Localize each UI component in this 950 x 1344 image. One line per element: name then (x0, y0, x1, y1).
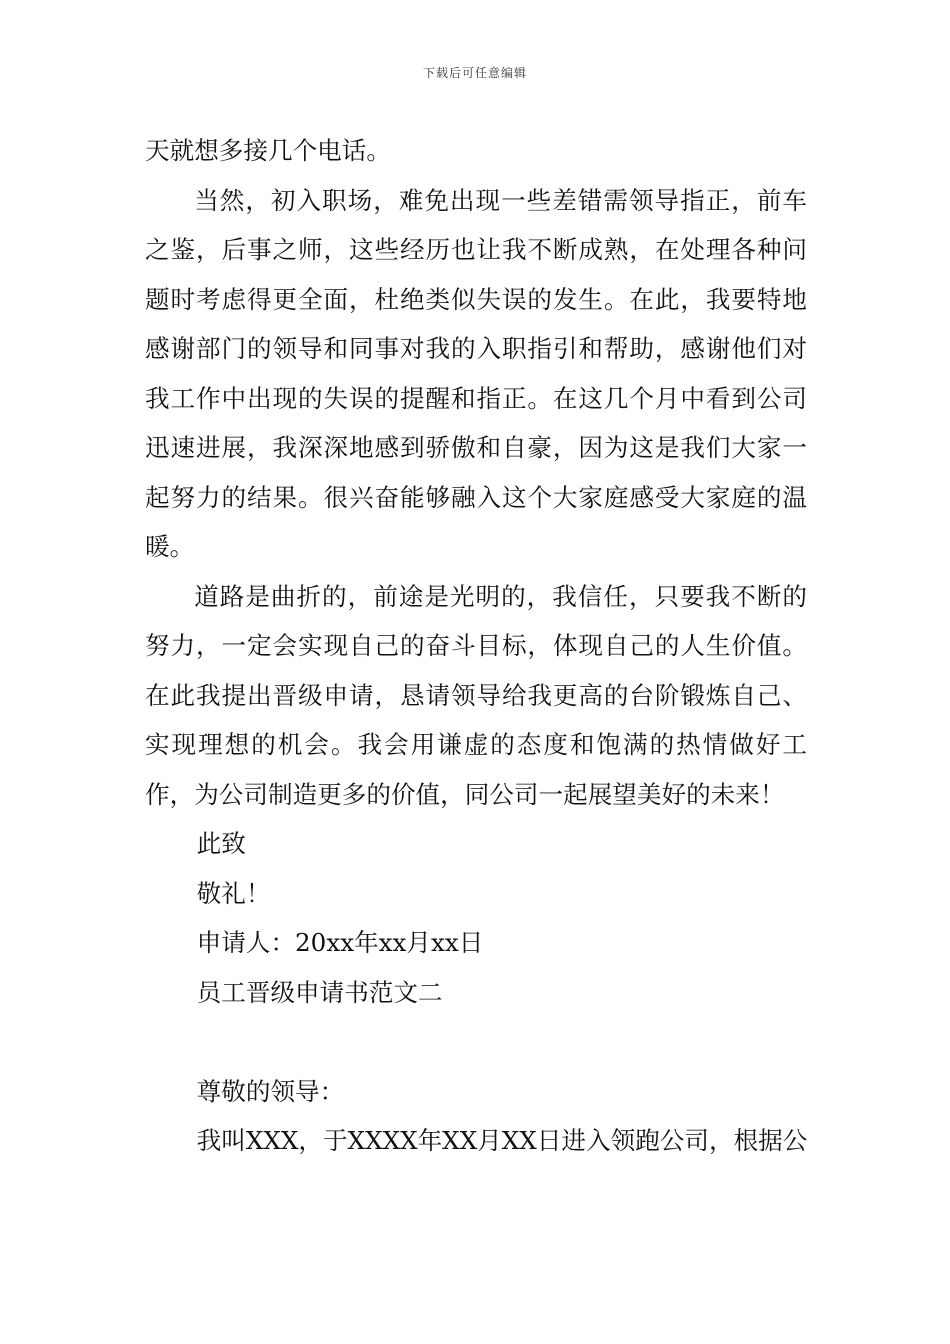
salute-phrase: 敬礼！ (196, 878, 271, 908)
paragraph-continuation: 天就想多接几个电话。 (145, 136, 391, 165)
paragraph-promotion-request: 道路是曲折的，前途是光明的，我信任，只要我不断的努力，一定会实现自己的奋斗目标，体现自己的人生价值。在此我提出晋级申请，恳请领导给我更高的台阶锻炼自己、实现理想的机会。我会用谦虚的态度和饱满的热情做好工作，为公司制造更多的价值，同公司一起展望美好的未来！ (145, 581, 807, 809)
page-header: 下载后可任意编辑 (422, 66, 527, 80)
introduction-line: 我叫XXX，于XXXX年XX月XX日进入领跑公司，根据公 (196, 1126, 808, 1155)
closing-phrase: 此致 (196, 829, 246, 858)
paragraph-mistakes-and-thanks: 当然，初入职场，难免出现一些差错需领导指正，前车之鉴，后事之师，这些经历也让我不断成熟，在处理各种问题时考虑得更全面，杜绝类似失误的发生。在此，我要特地感谢部门的领导和同事对我的入职指引和帮助，感谢他们对我工作中出现的失误的提醒和指正。在这几个月中看到公司迅速进展，我深深地感到骄傲和自豪，因为这是我们大家一起努力的结果。很兴奋能够融入这个大家庭感受大家庭的温暖。 (145, 185, 807, 561)
applicant-date-line: 申请人：20xx年xx月xx日 (196, 928, 484, 957)
blank-line (145, 1017, 807, 1067)
section-title: 员工晋级申请书范文二 (196, 977, 443, 1007)
greeting: 尊敬的领导： (196, 1076, 345, 1106)
document-body (145, 126, 807, 1166)
